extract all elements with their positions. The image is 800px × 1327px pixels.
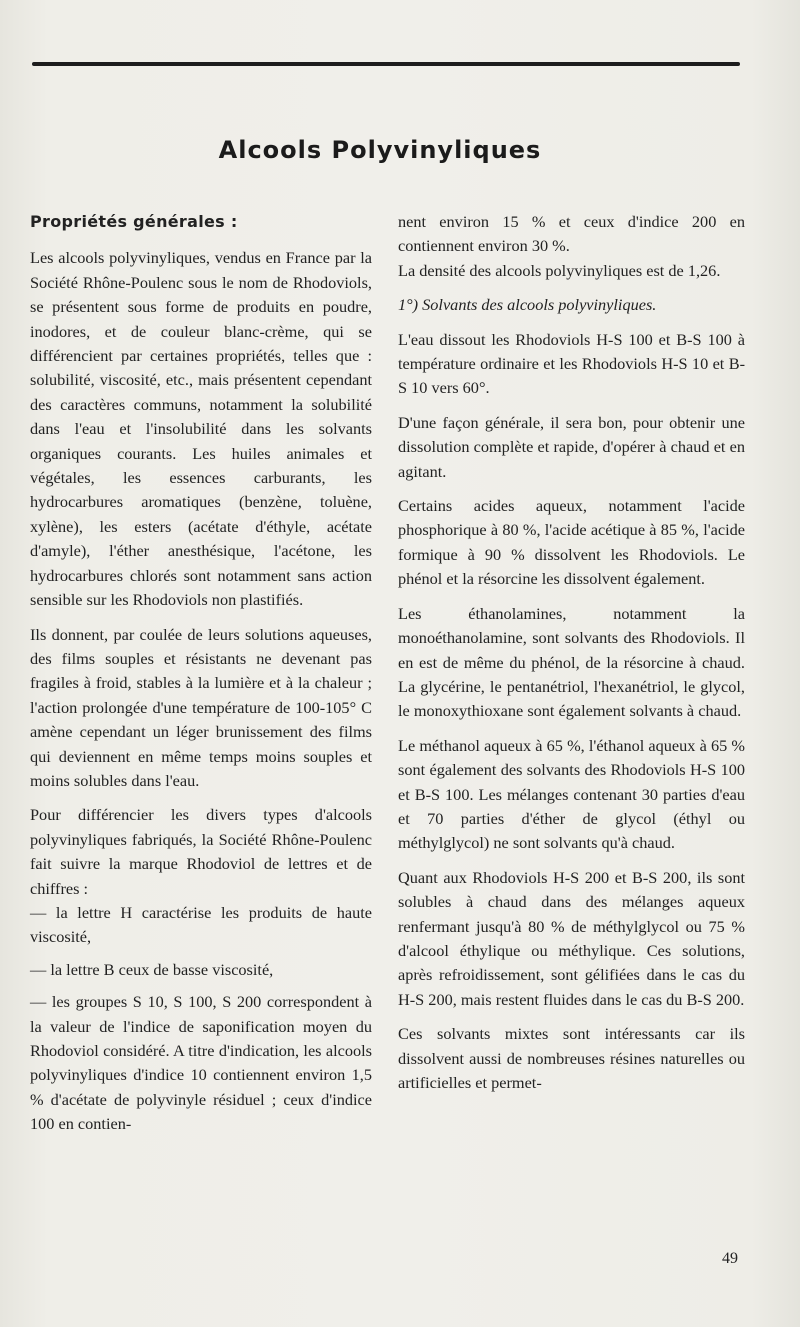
paragraph: Ils donnent, par coulée de leurs solutions aqueuses, des films souples et résistants ne devenant pas fragiles à froid, stables à la lumière et à la chaleur ; l'action prolongée d'une température de 100-105° C amène cependant un léger brunissement des films qui deviennent en même temps moins souples et moins solubles dans l'eau.	[30, 624, 372, 790]
page-title: Alcools Polyvinyliques	[218, 136, 542, 164]
paragraph: nent environ 15 % et ceux d'indice 200 en contiennent environ 30 %.	[398, 212, 745, 256]
right-column	[398, 210, 745, 1095]
section-heading: Propriétés générales :	[30, 212, 238, 231]
paragraph: Les alcools polyvinyliques, vendus en France par la Société Rhône-Poulenc sous le nom de Rhodoviols, se présentent sous forme de produits en poudre, inodores, et de couleur blanc-crème, qui se différencient par certaines propriétés, telles que : solubilité, viscosité, etc., mais présentent cependant des caractères communs, notamment la solubilité dans l'eau et l'insolubilité dans les solvants organiques courants. Les huiles animales et végétales, les essences carburants, les hydrocarbures aromatiques (benzène, toluène, xylène), les esters (acétate d'éthyle, acétate d'amyle), l'éther anesthésique, l'acétone, les hydrocarbures chlorés sont notamment sans action sensible sur les Rhodoviols non plastifiés.	[30, 248, 372, 610]
left-column	[30, 210, 372, 1137]
paragraph: Le méthanol aqueux à 65 %, l'éthanol aqueux à 65 % sont également des solvants des Rhodoviols H-S 100 et B-S 100. Les mélanges contenant 30 parties d'eau et 70 parties d'éther de glycol (éthyl ou méthylglycol) ne sont solvants qu'à chaud.	[398, 735, 745, 853]
paragraph: La densité des alcools polyvinyliques est de 1,26.	[398, 260, 721, 280]
list-item: — la lettre H caractérise les produits de haute viscosité,	[30, 902, 372, 947]
top-rule	[32, 62, 740, 66]
paragraph: Ces solvants mixtes sont intéressants car ils dissolvent aussi de nombreuses résines naturelles ou artificielles et permet-	[398, 1024, 745, 1092]
paragraph: Certains acides aqueux, notamment l'acide phosphorique à 80 %, l'acide acétique à 85 %, l'acide formique à 90 % dissolvent les Rhodoviols. Le phénol et la résorcine les dissolvent également.	[398, 496, 745, 589]
subsection-heading: 1°) Solvants des alcools polyvinyliques.	[398, 295, 657, 315]
list-item: — la lettre B ceux de basse viscosité,	[30, 959, 274, 979]
page-number: 49	[722, 1250, 738, 1267]
paragraph: D'une façon générale, il sera bon, pour obtenir une dissolution complète et rapide, d'opérer à chaud et en agitant.	[398, 412, 745, 481]
paragraph: Les éthanolamines, notamment la monoéthanolamine, sont solvants des Rhodoviols. Il en est de même du phénol, de la résorcine à chaud. La glycérine, le pentanétriol, l'hexanétriol, le glycol, le monoxythioxane sont également solvants à chaud.	[398, 603, 745, 721]
list-item: — les groupes S 10, S 100, S 200 correspondent à la valeur de l'indice de saponification moyen du Rhodoviol considéré. A titre d'indication, les alcools polyvinyliques d'indice 10 contiennent environ 1,5 % d'acétate de polyvinyle résiduel ; ceux d'indice 100 en contien-	[30, 992, 372, 1134]
paragraph: L'eau dissout les Rhodoviols H-S 100 et B-S 100 à température ordinaire et les Rhodoviols H-S 10 et B-S 10 vers 60°.	[398, 329, 745, 398]
paragraph: Pour différencier les divers types d'alcools polyvinyliques fabriqués, la Société Rhône-Poulenc fait suivre la marque Rhodoviol de lettres et de chiffres :	[30, 805, 372, 898]
paragraph: Quant aux Rhodoviols H-S 200 et B-S 200, ils sont solubles à chaud dans des mélanges aqueux renfermant jusqu'à 80 % de méthylglycol ou 75 % d'alcool éthylique ou méthylique. Ces solutions, après refroidissement, sont gélifiées dans le cas du H-S 200, mais restent fluides dans le cas du B-S 200.	[398, 867, 745, 1009]
